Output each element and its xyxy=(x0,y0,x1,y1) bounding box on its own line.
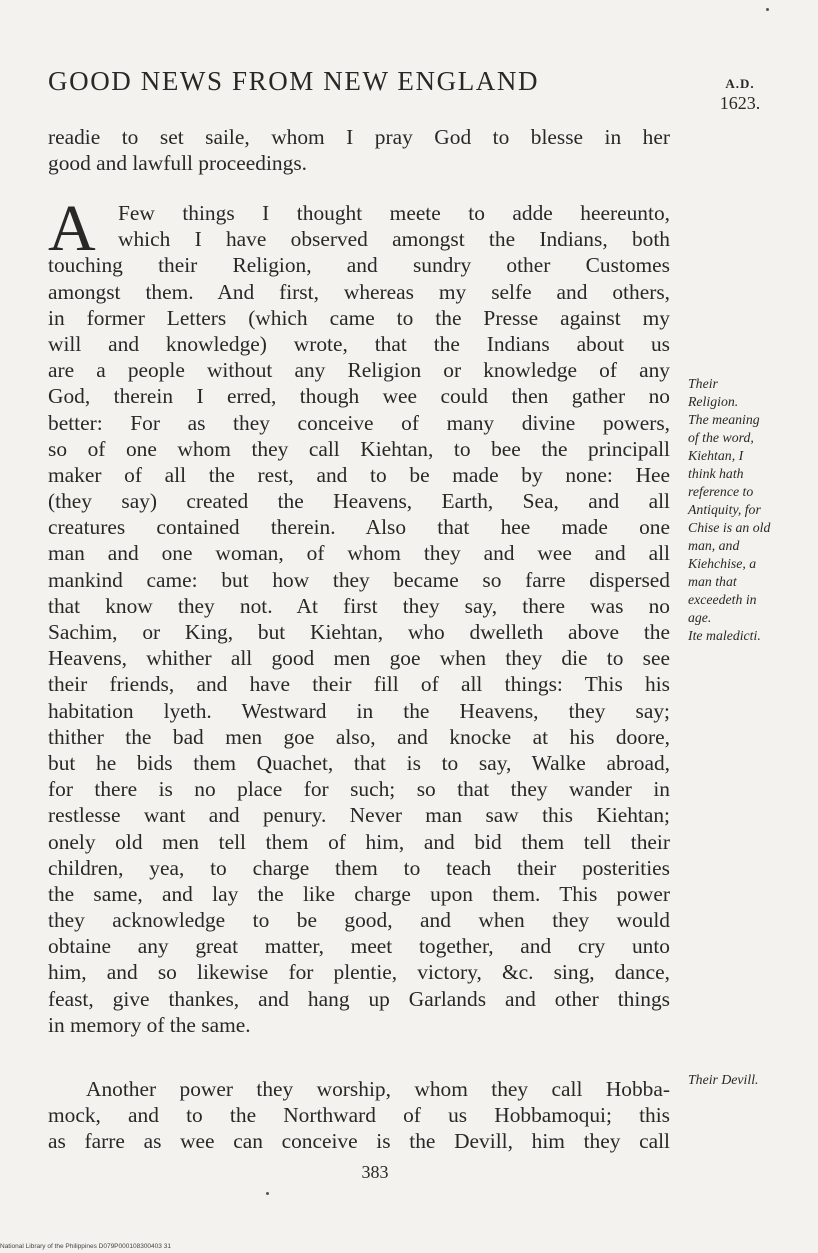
margin-note-line: think hath xyxy=(688,466,744,481)
text-line: children, yea, to charge them to teach their posterities xyxy=(48,855,670,880)
margin-note-line: age. xyxy=(688,610,712,625)
text-line: feast, give thankes, and hang up Garlands and other things xyxy=(48,986,670,1011)
text-line: will and knowledge) wrote, that the Indians about us xyxy=(48,331,670,356)
text-line: which I have observed amongst the Indians, both xyxy=(118,227,670,252)
text-line: Another power they worship, whom they call Hobba- xyxy=(86,1077,670,1101)
year-marker xyxy=(712,76,768,114)
text-line: mock, and to the Northward of us Hobbamoqui; this xyxy=(48,1103,670,1128)
drop-cap: A xyxy=(48,192,96,265)
text-line: maker of all the rest, and to be made by none: Hee xyxy=(48,462,670,487)
text-line: as farre as wee can conceive is the Devill, him they call xyxy=(48,1129,670,1154)
text-line: but he bids them Quachet, that is to say, Walke abroad, xyxy=(48,750,670,775)
year-label: A.D. xyxy=(725,76,755,91)
margin-note-line: man, and xyxy=(688,538,740,553)
page-speck xyxy=(766,8,769,11)
text-line: Few things I thought meete to adde heereunto, xyxy=(118,201,670,225)
text-line: God, therein I erred, though wee could then gather no xyxy=(48,384,670,409)
text-line: that know they not. At first they say, there was no xyxy=(48,593,670,618)
text-line: onely old men tell them of him, and bid them tell their xyxy=(48,829,670,854)
margin-note-line: exceedeth in xyxy=(688,592,757,607)
text-line: they acknowledge to be good, and when they would xyxy=(48,908,670,933)
margin-note-devil xyxy=(688,1071,806,1089)
text-line: mankind came: but how they became so farre dispersed xyxy=(48,567,670,592)
text-line: the same, and lay the like charge upon them. This power xyxy=(48,881,670,906)
margin-note-line: Their Devill. xyxy=(688,1072,759,1087)
paragraph-religion xyxy=(48,192,670,1038)
margin-note-line: reference to xyxy=(688,484,754,499)
text-line: Sachim, or King, but Kiehtan, who dwelleth above the xyxy=(48,620,670,644)
text-line: readie to set saile, whom I pray God to blesse in her xyxy=(48,125,670,149)
text-line: are a people without any Religion or knowledge of any xyxy=(48,358,670,383)
text-line: creatures contained therein. Also that hee made one xyxy=(48,515,670,540)
margin-note-line: Antiquity, for xyxy=(688,502,761,517)
margin-note-line: Their xyxy=(688,376,718,391)
margin-note-religion xyxy=(688,375,806,645)
text-line: so of one whom they call Kiehtan, to bee the principall xyxy=(48,436,670,461)
text-line: in former Letters (which came to the Presse against my xyxy=(48,305,670,330)
paragraph-devil xyxy=(48,1076,670,1155)
text-line: for there is no place for such; so that they wander in xyxy=(48,777,670,802)
text-line: amongst them. And first, whereas my selfe and others, xyxy=(48,279,670,304)
margin-note-line: Kiehtan, I xyxy=(688,448,744,463)
text-line: good and lawfull proceedings. xyxy=(48,151,307,176)
margin-note-line: Kiehchise, a xyxy=(688,556,757,571)
text-line: thither the bad men goe also, and knocke at his doore, xyxy=(48,724,670,749)
library-footer: National Library of the Philippines D079P000108300403 31 xyxy=(0,1243,171,1250)
margin-note-line: Ite maledicti. xyxy=(688,628,761,643)
text-line: in memory of the same. xyxy=(48,1012,251,1037)
text-line: obtaine any great matter, meet together, and cry unto xyxy=(48,934,670,959)
text-line: Heavens, whither all good men goe when they die to see xyxy=(48,646,670,671)
text-line: habitation lyeth. Westward in the Heavens, they say; xyxy=(48,698,670,723)
text-line: man and one woman, of whom they and wee and all xyxy=(48,541,670,566)
text-line: (they say) created the Heavens, Earth, Sea, and all xyxy=(48,489,670,514)
text-line: touching their Religion, and sundry other Customes xyxy=(48,253,670,278)
text-line: restlesse want and penury. Never man saw this Kiehtan; xyxy=(48,803,670,828)
margin-note-line: of the word, xyxy=(688,430,754,445)
text-line: him, and so likewise for plentie, victory, &c. sing, dance, xyxy=(48,960,670,985)
margin-note-line: man that xyxy=(688,574,737,589)
margin-note-line: Religion. xyxy=(688,394,739,409)
margin-note-line: Chise is an old xyxy=(688,520,771,535)
text-line: better: For as they conceive of many divine powers, xyxy=(48,410,670,435)
paragraph-continuation xyxy=(48,124,670,176)
running-head-title: GOOD NEWS FROM NEW ENGLAND xyxy=(48,66,540,96)
page-speck xyxy=(266,1192,269,1195)
page-number: 383 xyxy=(361,1162,389,1182)
text-line: their friends, and have their fill of all things: This his xyxy=(48,672,670,697)
margin-note-line: The meaning xyxy=(688,412,760,427)
year-value: 1623. xyxy=(719,93,761,113)
